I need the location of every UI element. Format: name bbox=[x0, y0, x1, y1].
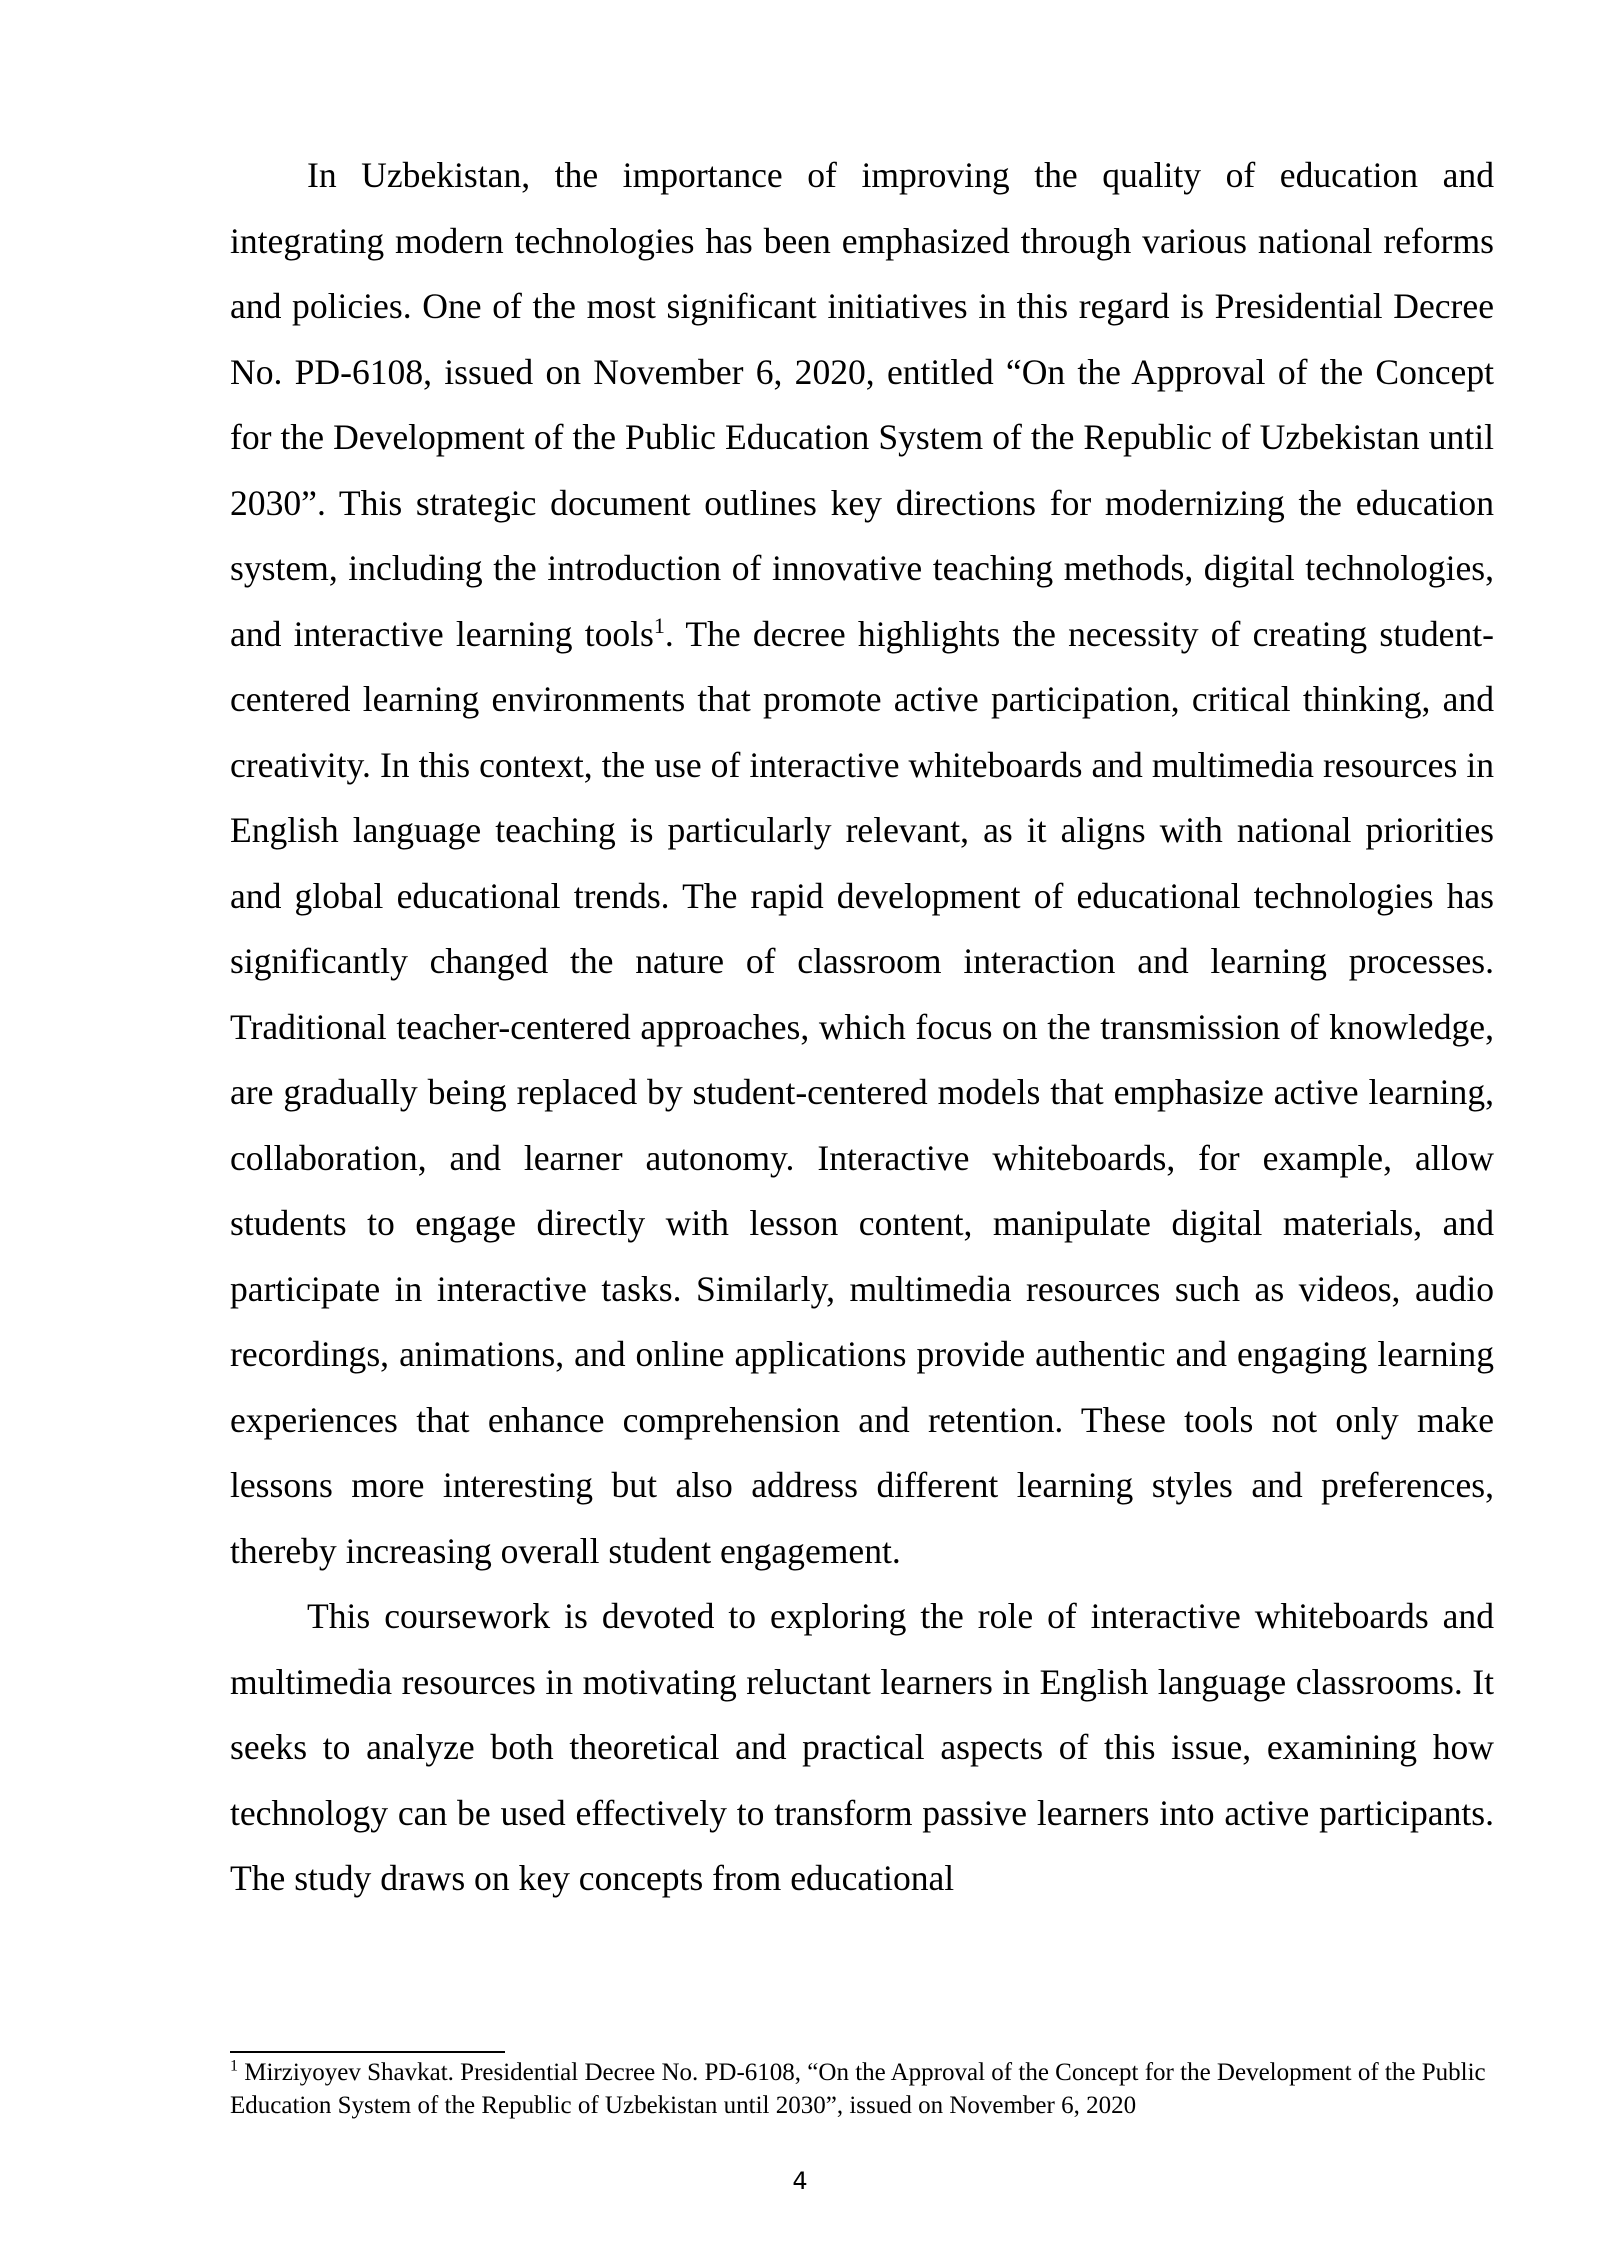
paragraph-1-text: In Uzbekistan, the importance of improving the quality of education and integrating modern technologies has been emphasized through various national reforms and policies. One of the most significant initiatives in this regard is Presidential Decree No. PD-6108, issued on November 6, 2020, entitled “On the Approval of the Concept for the Development of the Public Education System of the Republic of Uzbekistan until 2030”. This strategic document outlines key directions for modernizing the education system, including the introduction of innovative teaching methods, digital technologies, and interactive learning tools bbox=[230, 155, 1494, 654]
paragraph-2: This coursework is devoted to exploring the role of interactive whiteboards and multimedia resources in motivating reluctant learners in English language classrooms. It seeks to analyze both theoretical and practical aspects of this issue, examining how technology can be used effectively to transform passive learners into active participants. The study draws on key concepts from educational bbox=[230, 1596, 1494, 1898]
paragraph-1 bbox=[230, 143, 1494, 1584]
footnote-mark: 1 bbox=[230, 2057, 238, 2075]
footnote bbox=[230, 2056, 1494, 2122]
footnote-separator bbox=[230, 2051, 505, 2053]
page-number: 4 bbox=[792, 2167, 808, 2195]
paragraph-1-continuation: . The decree highlights the necessity of creating student-centered learning environments that promote active participation, critical thinking, and creativity. In this context, the use of interactive whiteboards and multimedia resources in English language teaching is particularly relevant, as it aligns with national priorities and global educational trends. The rapid development of educational technologies has significantly changed the nature of classroom interaction and learning processes. Traditional teacher-centered approaches, which focus on the transmission of knowledge, are gradually being replaced by student-centered models that emphasize active learning, collaboration, and learner autonomy. Interactive whiteboards, for example, allow students to engage directly with lesson content, manipulate digital materials, and participate in interactive tasks. Similarly, multimedia resources such as videos, audio recordings, animations, and online applications provide authentic and engaging learning experiences that enhance comprehension and retention. These tools not only make lessons more interesting but also address different learning styles and preferences, thereby increasing overall student engagement. bbox=[230, 613, 1494, 1571]
footnote-reference: 1 bbox=[653, 612, 665, 638]
footnote-text: Mirziyoyev Shavkat. Presidential Decree No. PD-6108, “On the Approval of the Concept for the Development of the Public Education System of the Republic of Uzbekistan until 2030”, issued on November 6, 2020 bbox=[230, 2059, 1486, 2119]
body-text bbox=[230, 143, 1494, 1912]
